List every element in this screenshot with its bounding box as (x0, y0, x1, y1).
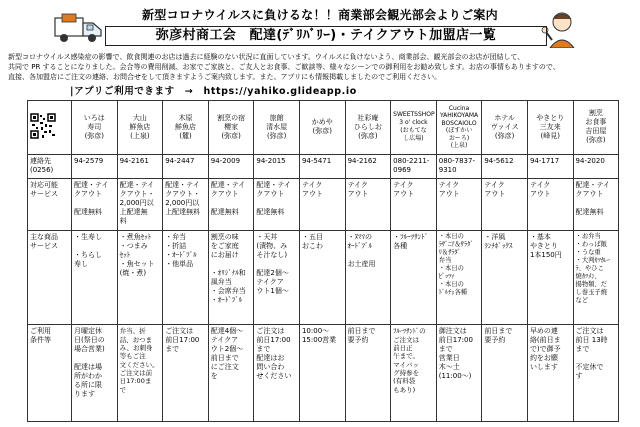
store-service: 配達・テイ クアウト・ 2,000円以 上配達無 料 (117, 178, 163, 230)
store-product: 割烹の味 をご家庭 にお届け ・ｵﾘｼﾞﾅﾙ和 風弁当 ・会席弁当 ・ｵｰﾄﾞﾌﾞﾙ (208, 231, 254, 325)
store-service: 配達・テイ クアウト 配達無料 (72, 178, 118, 230)
intro-line-3: 直接、各加盟店にご注文の連絡、お問合せをして頂きますようご案内致します。また、アプリにも情報掲載しましたのでご利用ください。 (8, 73, 442, 81)
row-label-contact: 連絡先 (0256) (28, 154, 72, 178)
row-label-products: 主な商品 サービス (28, 231, 72, 325)
store-condition: 御注文は 前日17:00 まで 営業日 木～土 (11:00～) (436, 325, 482, 422)
store-tel: 94-2447 (163, 154, 209, 178)
intro-line-2: 共同で PR することになりました。会合等の費用削減、お家でご家族と、ご友人とお食事、ご歓談等、様々なシーンでの御利用をお勧め致します。お店の事情もありますので、 (8, 63, 560, 71)
qr-cell (28, 101, 72, 155)
store-condition: ご注文は 前日17:00 まで (163, 325, 209, 422)
store-product: ・お弁当 ・わっぱ飯 ・うな重 ・大判ｶﾂｶﾚｰ ﾗ、やひこ 焼ｶﾂﾒﾝ、 揚物類、だ し巻玉子焼 など (573, 231, 619, 325)
store-name: 大山 鮮魚店 (上泉) (117, 101, 163, 155)
store-condition: 前日まで 要予約 (345, 325, 391, 422)
store-service: テイク アウト (436, 178, 482, 230)
store-name: やきとり 三友来 (峰見) (527, 101, 573, 155)
intro-line-1: 新型コロナウイルス感染症の影響で、飲食関連のお店は過去に経験のない状況に直面しています。ウイルスに負けないよう、商業部会、観光部会のお店が団結して、 (8, 53, 525, 61)
store-condition: 前日まで 要予約 (482, 325, 528, 422)
table-row-names (28, 101, 619, 155)
store-product: ・生寿し ・ちらし 寿し (72, 231, 118, 325)
table-row-contact (28, 154, 619, 178)
store-service: 配達・テイ クアウト 配達無料 (573, 178, 619, 230)
row-label-conditions: ご利用 条件等 (28, 325, 72, 422)
store-tel: 080-2211- 0969 (391, 154, 437, 178)
store-tel: 080-7837- 9310 (436, 154, 482, 178)
tagline: 新型コロナウイルスに負けるな！！商業部会観光部会よりご案内 (142, 8, 498, 22)
store-product: ・ﾌﾙｰﾂｻﾝﾄﾞ 各種 (391, 231, 437, 325)
store-product: ・本日の ﾗｻﾞﾆｱ＆ｻﾗﾀﾞ ﾘ＆ｻﾗﾀﾞ 弁当 ・本日の ﾋﾟｯﾂｧ ・本日の ﾄﾞﾙﾁｪ各種 (436, 231, 482, 325)
store-tel: 94-2161 (117, 154, 163, 178)
store-tel: 94-2579 (72, 154, 118, 178)
store-condition: 早めの連 絡(前日ま で)で御予 約をお願 いします (527, 325, 573, 422)
store-condition: 10:00～ 15:00営業 (299, 325, 345, 422)
store-tel: 94-2015 (254, 154, 300, 178)
store-service: テイク アウト (345, 178, 391, 230)
table-row-products (28, 231, 619, 325)
store-table (27, 100, 619, 422)
store-product: ・洋風 ﾗﾝﾁﾎﾞｯｸｽ (482, 231, 528, 325)
table-row-conditions (28, 325, 619, 422)
store-service: テイク アウト (391, 178, 437, 230)
delivery-truck-icon (54, 12, 104, 44)
store-service: 配達・テイ クアウト 配達無料 (254, 178, 300, 230)
store-product: ・基本 やきとり 1本150円 (527, 231, 573, 325)
store-tel: 94-5612 (482, 154, 528, 178)
store-product: ・ﾇﾏﾏの ｵｰﾄﾞﾌﾞﾙ お土産用 (345, 231, 391, 325)
store-name: 割烹の宿 櫻家 (弥彦) (208, 101, 254, 155)
table-row-services (28, 178, 619, 230)
store-name: かめや (弥彦) (299, 101, 345, 155)
store-name: 木原 鮮魚店 (麓) (163, 101, 209, 155)
store-condition: 配達4個～ テイクア ウト2個～ 前日まで にご注文 を (208, 325, 254, 422)
store-product: ・煮魚ｾｯﾄ ・つまみ ｾｯﾄ ・魚セット (焼・煮) (117, 231, 163, 325)
store-service: 配達・テイ クアウト・ 2,000円以 上配達無料 (163, 178, 209, 230)
store-condition: ご注文は 前日 13時 まで 不定休で す (573, 325, 619, 422)
intro-text (8, 52, 632, 82)
store-product: ・天丼 (漬物、み そ汁なし) 配達2個～ テイクア ウト1個～ (254, 231, 300, 325)
store-tel: 94-5471 (299, 154, 345, 178)
store-service: 配達・テイ クアウト 配達無料 (208, 178, 254, 230)
store-service: テイク アウト (299, 178, 345, 230)
app-link[interactable]: |アプリご利用できます → https://yahiko.glideapp.io (70, 86, 357, 97)
store-tel: 94-2162 (345, 154, 391, 178)
store-name: いろは 寿司 (弥彦) (72, 101, 118, 155)
store-name: SWEETSSHOP 3 o' clock (おもてな し広場) (391, 101, 437, 155)
store-product: ・弁当 ・折詰 ・ｵｰﾄﾞﾌﾞﾙ ・他単品 (163, 231, 209, 325)
store-tel: 94-2020 (573, 154, 619, 178)
store-condition: 月曜定休 日(祭日の 場合営業) 配達は場 所がわか る所に限 ります (72, 325, 118, 422)
store-name: 社彩庵 ひらしお (弥彦) (345, 101, 391, 155)
store-tel: 94-2009 (208, 154, 254, 178)
store-name: Cucina YAHIKOYAMA BOSCAIOLO (ぼすかい おーろ) (上泉) (436, 101, 482, 155)
store-name: 旅館 清水屋 (弥彦) (254, 101, 300, 155)
qr-code-icon[interactable] (30, 113, 56, 139)
store-name: ホテル ヴァイス (弥彦) (482, 101, 528, 155)
store-service: テイク アウト (527, 178, 573, 230)
store-tel: 94-1717 (527, 154, 573, 178)
row-label-services: 対応可能 サービス (28, 178, 72, 230)
store-name: 割烹 お食事 吉田屋 (弥彦) (573, 101, 619, 155)
page-title: 弥彦村商工会 配達(ﾃﾞﾘﾊﾞﾘｰ)・テイクアウト加盟店一覧 (105, 26, 547, 46)
store-condition: ご注文は 前日17:00 まで 配達はお 問い合わ せください (254, 325, 300, 422)
store-product: ・五目 おこわ (299, 231, 345, 325)
store-condition: ﾌﾙｰﾂｻﾝﾄﾞの ご注文は 前日正 午まで。 マイバッ グ持参を (有料袋 もあり) (391, 325, 437, 422)
store-service: テイク アウト (482, 178, 528, 230)
store-condition: 弁当、折 詰、おつま み、お刺身 等もご注 文ください。 ご注文は前 日17:00ま で (117, 325, 163, 422)
